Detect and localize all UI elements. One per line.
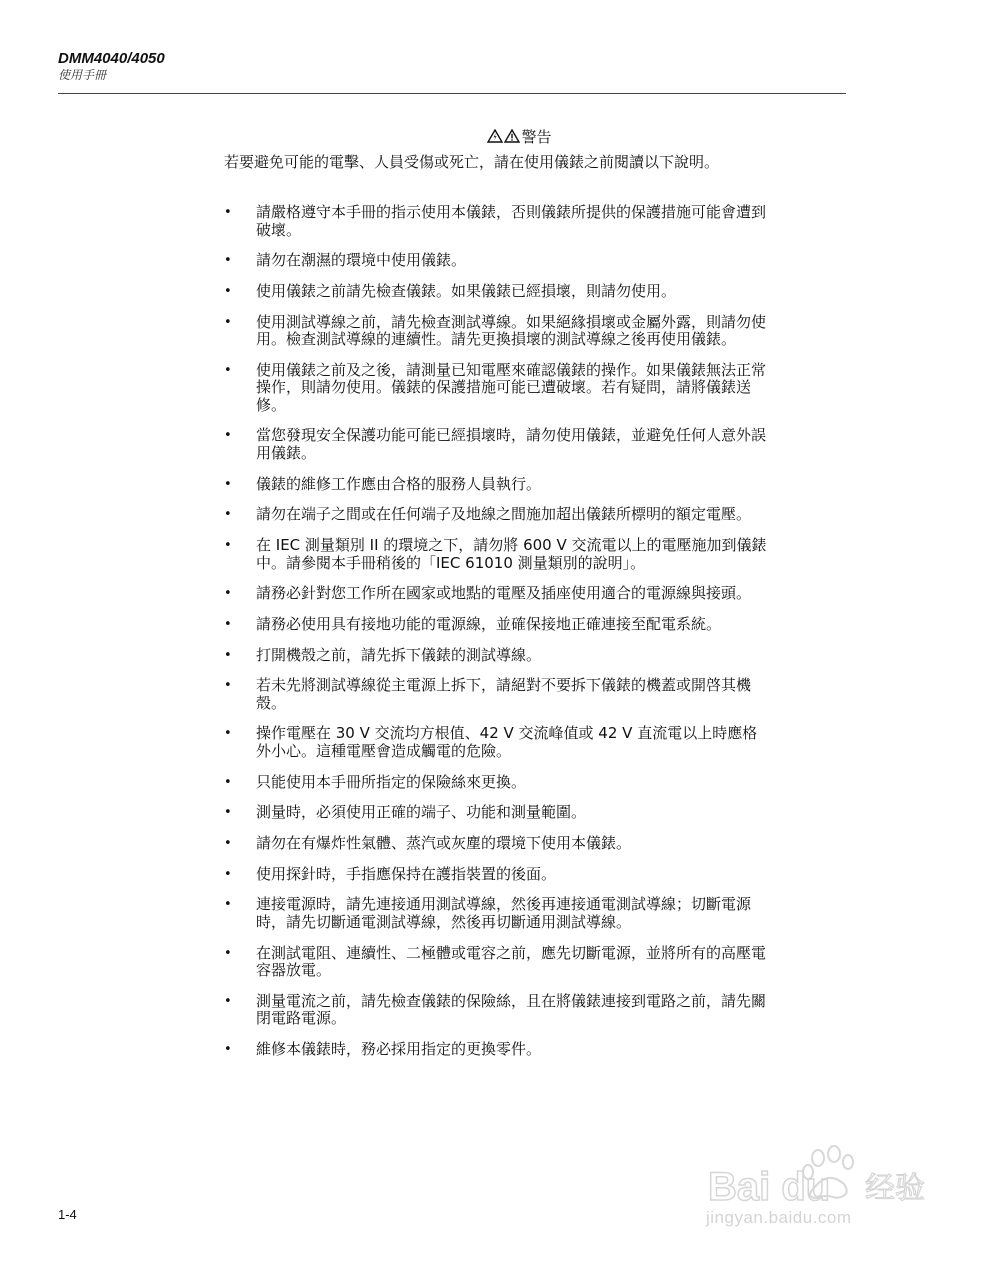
list-item-text: 請務必使用具有接地功能的電源線，並確保接地正確連接至配電系統。: [256, 614, 722, 633]
caution-triangle-icon: [504, 129, 520, 143]
bullet: •: [224, 1041, 232, 1057]
bullet: •: [224, 726, 232, 742]
list-item-text: 打開機殼之前，請先拆下儀錶的測試導線。: [256, 645, 542, 664]
watermark-url: jingyan.baidu.com: [706, 1208, 852, 1227]
bullet: •: [224, 866, 232, 882]
bullet: •: [224, 805, 232, 821]
bullet: •: [224, 993, 232, 1009]
list-item-text: 請勿在潮濕的環境中使用儀錶。: [256, 251, 467, 270]
bullet: •: [224, 507, 232, 523]
list-item-text: 使用儀錶之前及之後，請測量已知電壓來確認儀錶的操作。如果儀錶無法正常操作，則請勿使用。儀錶的保護措施可能已遭破壞。若有疑問，請將儀錶送修。: [256, 360, 767, 414]
list-item: [224, 866, 769, 884]
bullet: •: [224, 586, 232, 602]
list-item-text: 儀錶的維修工作應由合格的服務人員執行。: [256, 474, 542, 493]
list-item-text: 測量電流之前，請先檢查儀錶的保險絲，且在將儀錶連接到電路之前，請先關閉電路電源。: [256, 991, 767, 1028]
bullet: •: [224, 253, 232, 269]
warning-triangle-icon: [487, 129, 503, 143]
svg-text:经验: 经验: [865, 1171, 925, 1206]
page-number: 1-4: [58, 1207, 77, 1222]
list-item: [224, 945, 769, 980]
list-item: [224, 647, 769, 665]
list-item-text: 請勿在有爆炸性氣體、蒸汽或灰塵的環境下使用本儀錶。: [256, 834, 632, 852]
list-item-text: 在 IEC 測量類別 II 的環境之下，請勿將 600 V 交流電以上的電壓施加到儀錶中。請參閱本手冊稍後的「IEC 61010 測量類別的說明」。: [256, 536, 767, 572]
list-item: [224, 314, 769, 349]
list-item: [224, 252, 769, 270]
list-item-text: 請務必針對您工作所在國家或地點的電壓及插座使用適合的電源線與接頭。: [256, 584, 752, 603]
list-item-text: 在測試電阻、連續性、二極體或電容之前，應先切斷電源，並將所有的高壓電容器放電。: [256, 943, 767, 980]
bullet: •: [224, 945, 232, 961]
bullet: •: [224, 538, 232, 553]
list-item-text: 測量時，必須使用正確的端子、功能和測量範圍。: [256, 803, 587, 822]
list-item: [224, 774, 769, 792]
list-item-text: 操作電壓在 30 V 交流均方根值、42 V 交流峰值或 42 V 直流電以上時應格外小心。這種電壓會造成觸電的危險。: [256, 724, 758, 760]
warning-list: [224, 204, 769, 1072]
warning-heading-text: 警告: [521, 128, 552, 146]
list-item: [224, 537, 769, 572]
list-item-text: 使用儀錶之前請先檢查儀錶。如果儀錶已經損壞，則請勿使用。: [256, 281, 677, 300]
warning-intro: 若要避免可能的電擊、人員受傷或死亡，請在使用儀錶之前閱讀以下說明。: [224, 153, 720, 171]
list-item-text: 連接電源時，請先連接通用測試導線，然後再連接通電測試導線；切斷電源時，請先切斷通電測試導線，然後再切斷通用測試導線。: [256, 895, 752, 931]
bullet: •: [224, 476, 232, 492]
document-subtitle: 使用手冊: [58, 68, 107, 82]
list-item: [224, 896, 769, 931]
document-header: [58, 50, 165, 83]
document-title: DMM4040/4050: [58, 50, 165, 67]
bullet: •: [224, 428, 232, 444]
list-item: [224, 725, 769, 760]
list-item-text: 當您發現安全保護功能可能已經損壞時，請勿使用儀錶，並避免任何人意外誤用儀錶。: [256, 426, 767, 462]
watermark-brand: Bai du: [708, 1165, 831, 1209]
bullet: •: [224, 897, 232, 913]
list-item: [224, 204, 769, 239]
bullet: •: [224, 314, 232, 330]
bullet: •: [224, 616, 232, 632]
warning-heading: [0, 127, 989, 147]
list-item-text: 使用探針時，手指應保持在護指裝置的後面。: [256, 864, 557, 883]
bullet: •: [224, 205, 232, 220]
list-item: [224, 677, 769, 712]
list-item: [224, 993, 769, 1028]
list-item: [224, 362, 769, 415]
bullet: •: [224, 774, 232, 790]
bullet: •: [224, 678, 232, 694]
list-item-text: 請勿在端子之間或在任何端子及地線之間施加超出儀錶所標明的額定電壓。: [256, 505, 752, 524]
header-divider: [58, 93, 846, 94]
list-item: [224, 804, 769, 822]
list-item: [224, 835, 769, 853]
list-item-text: 維修本儀錶時，務必採用指定的更換零件。: [256, 1039, 542, 1058]
list-item-text: 若未先將測試導線從主電源上拆下，請絕對不要拆下儀錶的機蓋或開啓其機殼。: [256, 676, 752, 712]
bullet: •: [224, 836, 232, 851]
list-item: [224, 616, 769, 634]
list-item: [224, 476, 769, 494]
list-item: [224, 585, 769, 603]
bullet: •: [224, 647, 232, 663]
list-item-text: 只能使用本手冊所指定的保險絲來更換。: [256, 772, 527, 791]
list-item-text: 使用測試導線之前，請先檢查測試導線。如果絕緣損壞或金屬外露，則請勿使用。檢查測試導線的連續性。請先更換損壞的測試導線之後再使用儀錶。: [256, 312, 767, 349]
list-item: [224, 283, 769, 301]
list-item: [224, 1041, 769, 1059]
list-item: [224, 427, 769, 462]
bullet: •: [224, 362, 232, 378]
list-item: [224, 506, 769, 524]
bullet: •: [224, 283, 232, 299]
list-item-text: 請嚴格遵守本手冊的指示使用本儀錶，否則儀錶所提供的保護措施可能會遭到破壞。: [256, 203, 767, 239]
